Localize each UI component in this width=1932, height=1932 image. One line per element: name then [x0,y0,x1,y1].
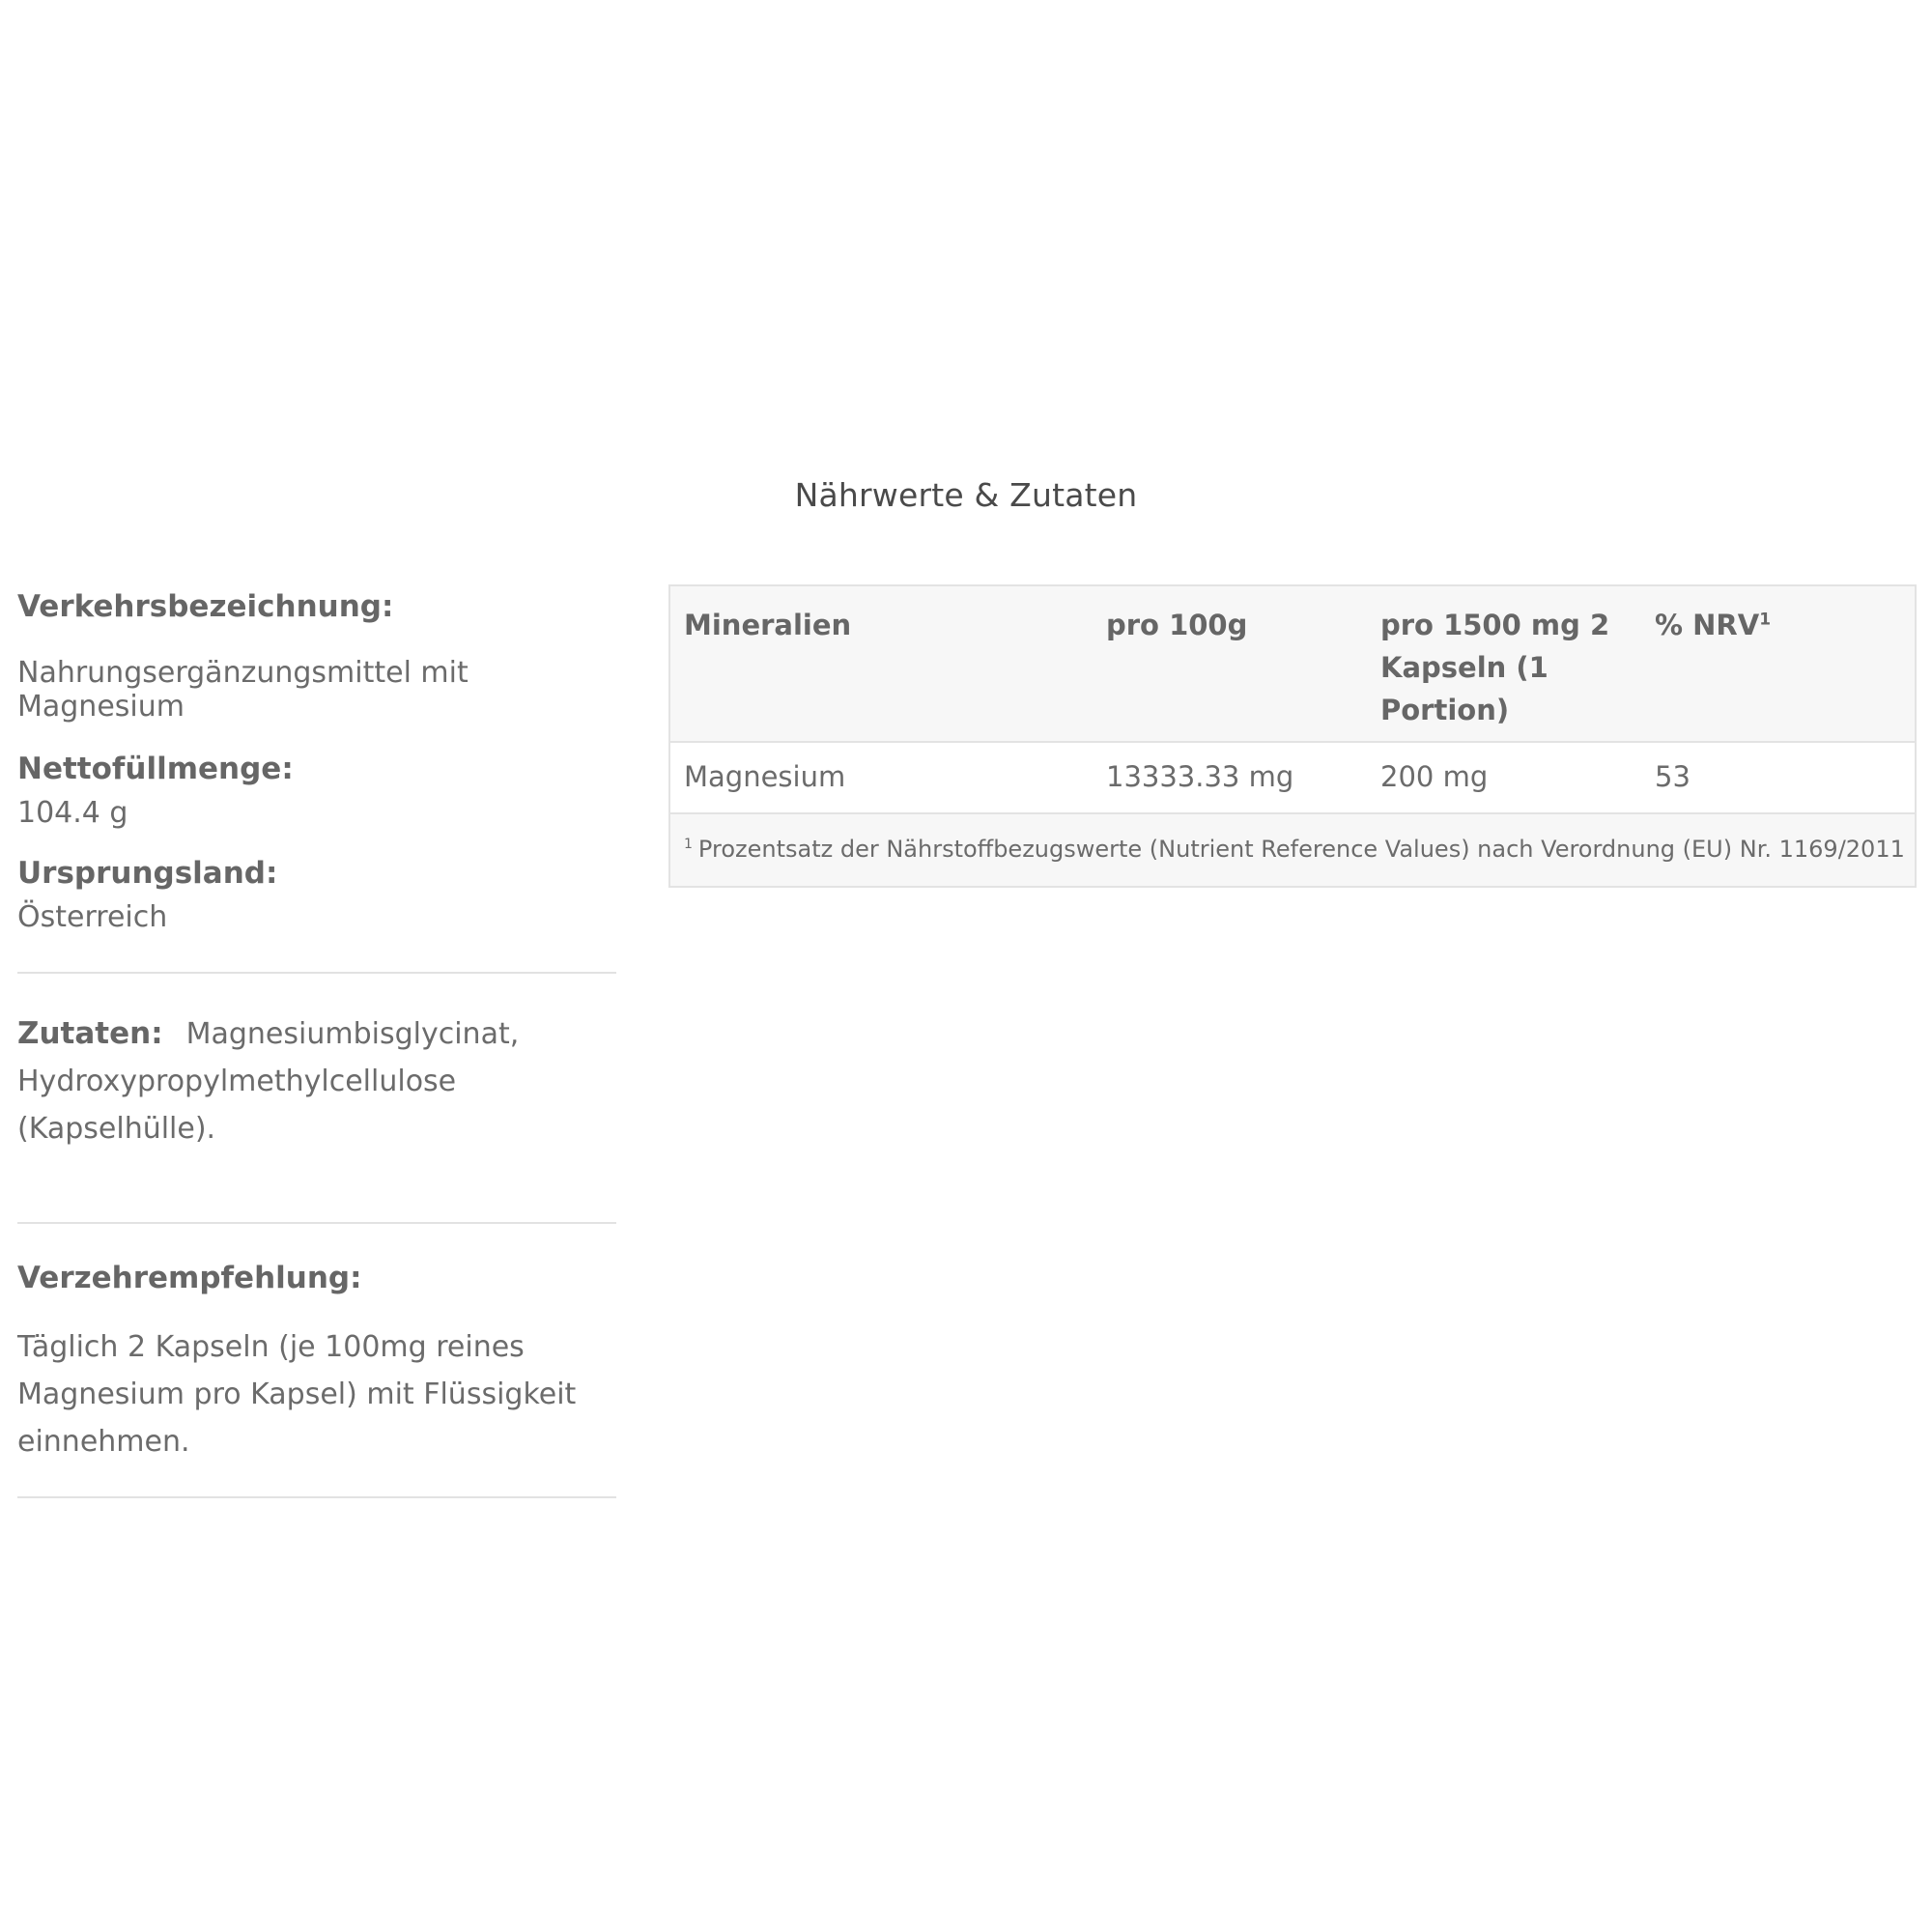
cell-mineral: Magnesium [684,760,846,793]
divider [17,1496,616,1498]
cell-per-100g: 13333.33 mg [1106,760,1294,793]
section-title: Nährwerte & Zutaten [794,476,1138,514]
net-quantity-label: Nettofüllmenge: [17,752,294,786]
nrv-superscript: 1 [1759,610,1772,630]
recommendation-label: Verzehrempfehlung: [17,1261,362,1295]
table-footnote [670,814,1915,886]
recommendation-value: Täglich 2 Kapseln (je 100mg reines Magnesium pro Kapsel) mit Flüssigkeit einnehmen. [17,1330,577,1459]
header-per-portion: pro 1500 mg 2 Kapseln (1 Portion) [1380,609,1610,726]
header-nrv [1641,586,1915,741]
nutrition-table [668,584,1917,888]
ingredients-block [17,974,616,1222]
designation-label: Verkehrsbezeichnung: [17,589,394,624]
origin-value: Österreich [17,900,168,934]
cell-nrv: 53 [1655,760,1690,793]
cell-per-portion: 200 mg [1380,760,1489,793]
footnote-marker: 1 [684,837,693,852]
footnote-text: Prozentsatz der Nährstoffbezugswerte (Nutrient Reference Values) nach Verordnung (EU) Nr. 1169/2011 [697,836,1905,863]
designation-value: Nahrungsergänzungsmittel mit Magnesium [17,656,469,724]
header-minerals: Mineralien [684,609,852,641]
table-row [670,743,1915,814]
product-basics [17,589,616,934]
header-per-100g: pro 100g [1106,609,1248,641]
table-header-row [670,586,1915,743]
product-info-panel [17,589,616,1498]
origin-label: Ursprungsland: [17,856,278,891]
net-quantity-value: 104.4 g [17,796,128,830]
header-nrv-label: % NRV [1655,609,1760,641]
ingredients-label: Zutaten: [17,1016,163,1051]
recommendation-block [17,1224,616,1496]
ingredients-value: Magnesiumbisglycinat, Hydroxypropylmethylcellulose (Kapselhülle). [17,1017,520,1146]
